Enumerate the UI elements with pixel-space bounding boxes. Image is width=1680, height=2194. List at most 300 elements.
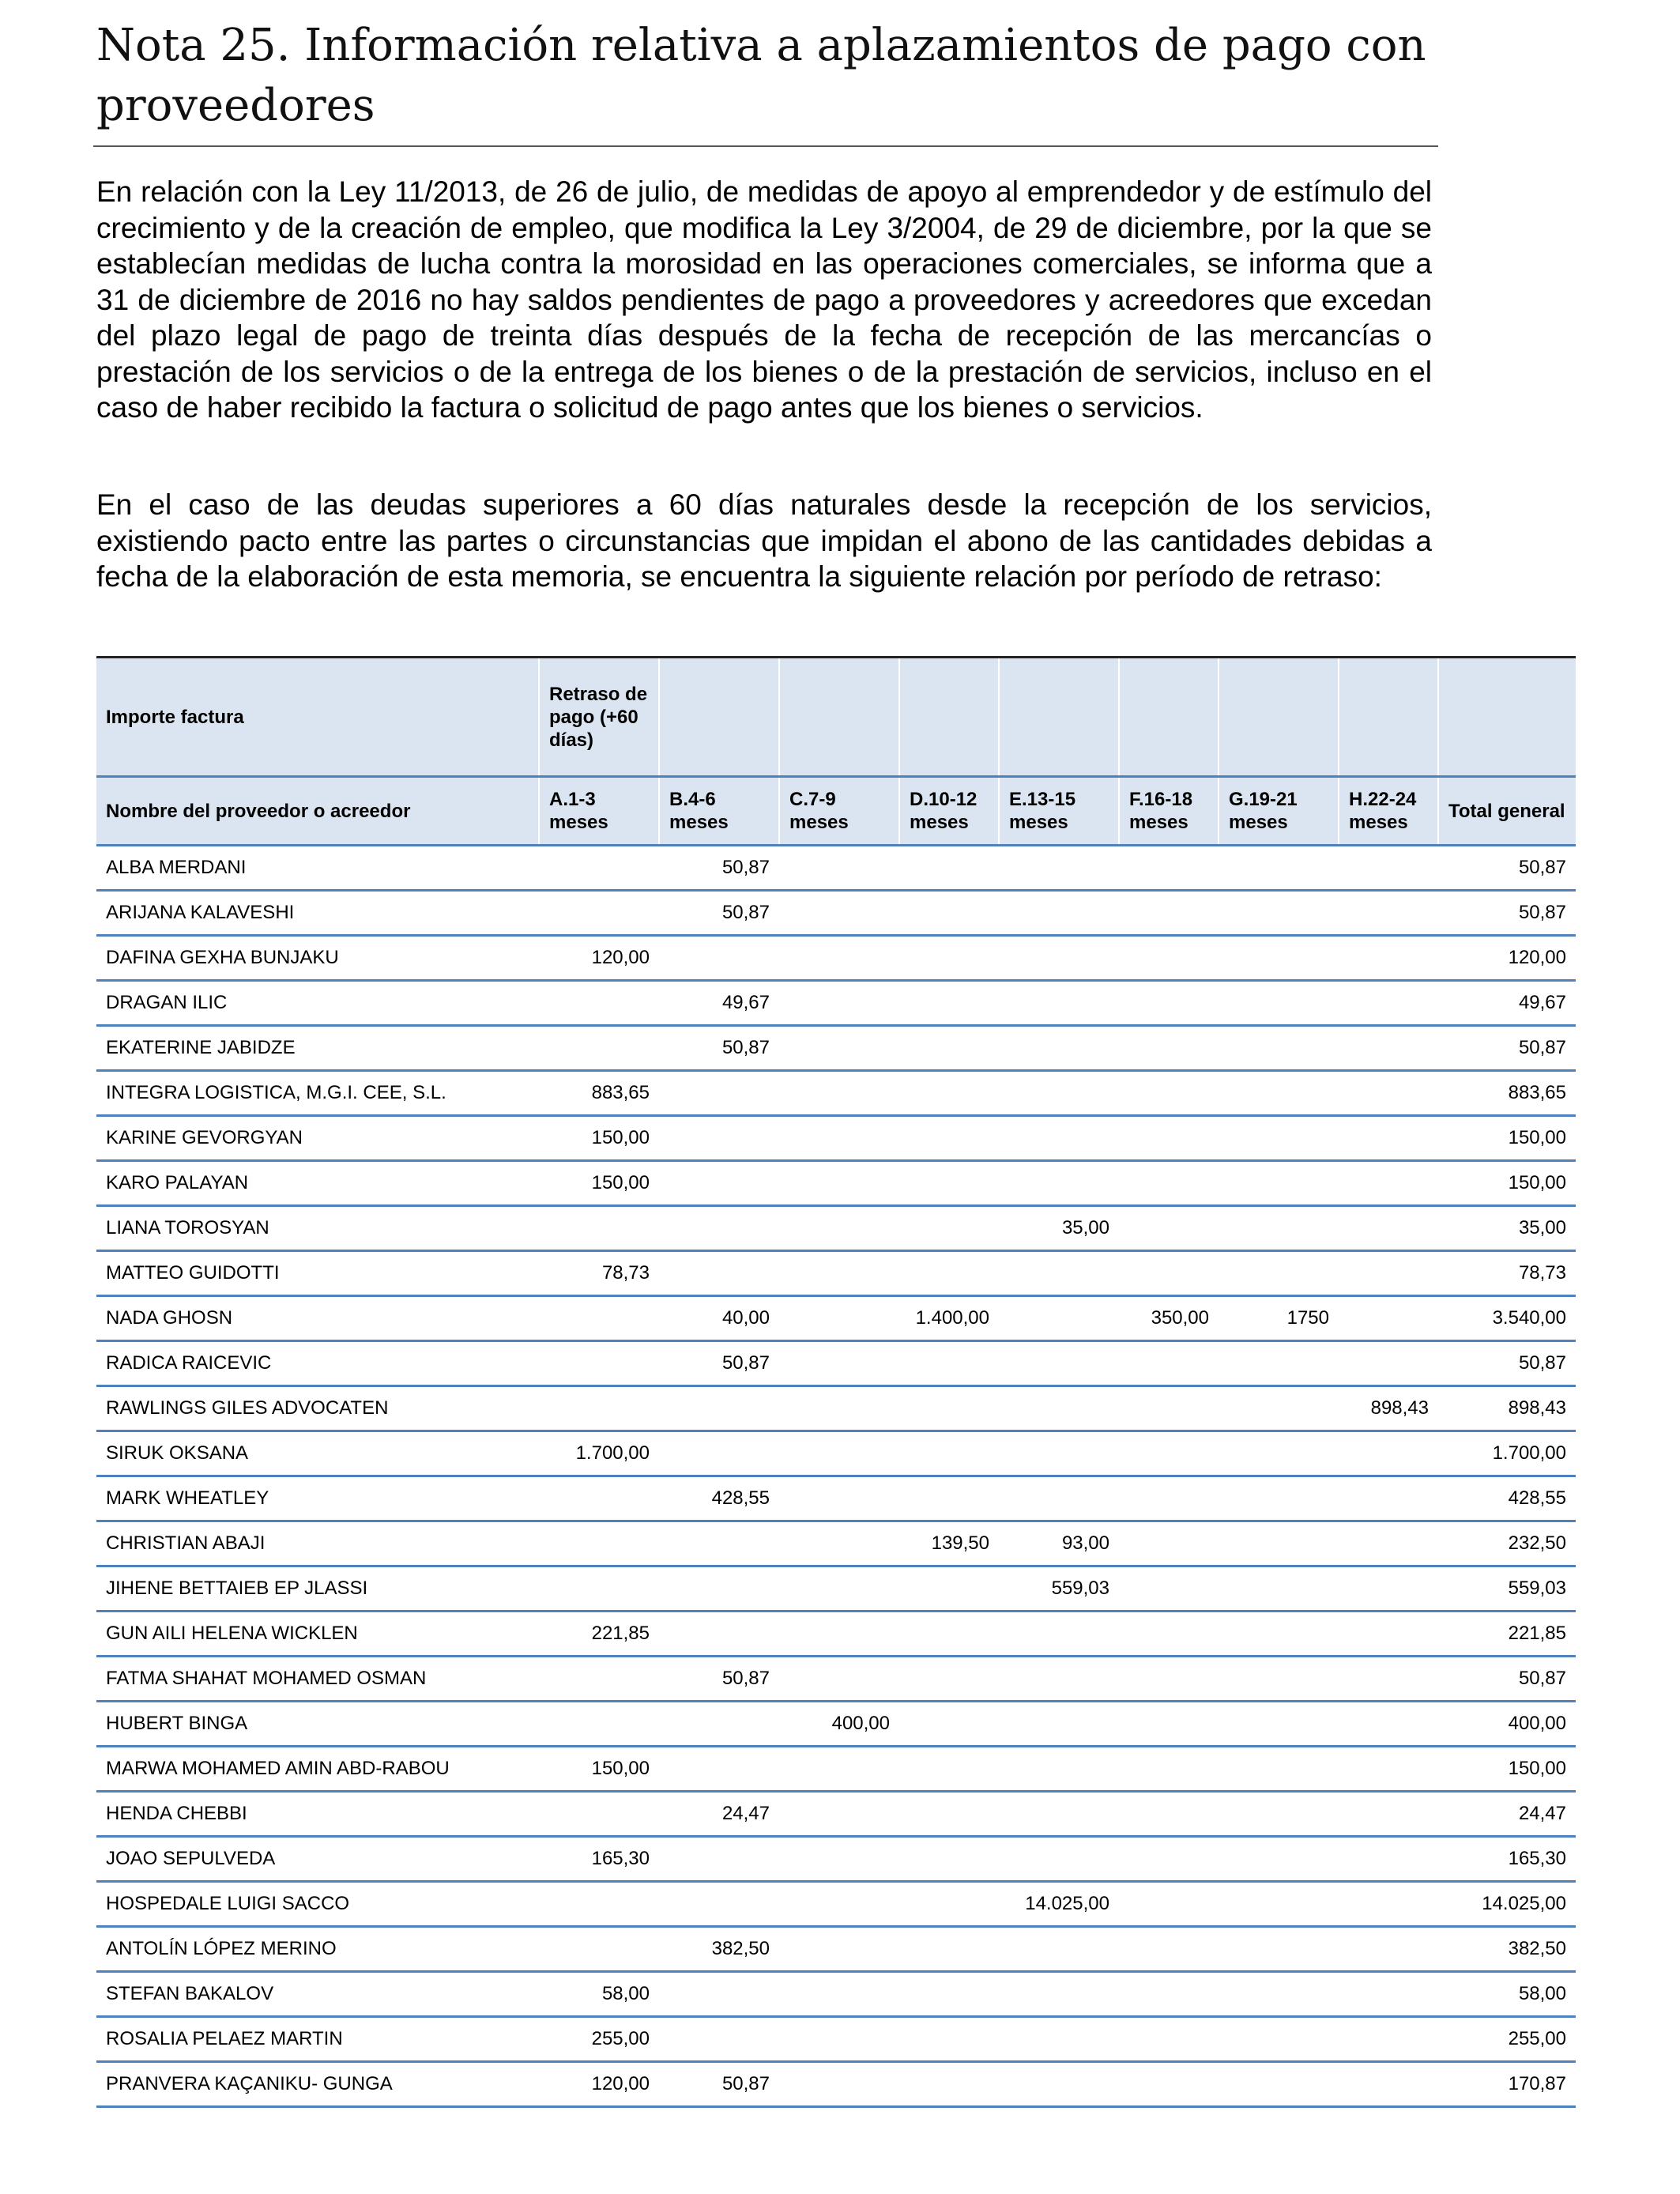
amount-cell: 14.025,00 [1438, 1882, 1576, 1927]
amount-cell: 50,87 [659, 1341, 779, 1386]
amount-cell: 898,43 [1339, 1386, 1438, 1431]
supplier-name-cell: RAWLINGS GILES ADVOCATEN [96, 1386, 539, 1431]
amount-cell [1119, 1341, 1219, 1386]
amount-cell [999, 846, 1119, 891]
amount-cell [899, 1747, 999, 1792]
amount-cell [659, 1882, 779, 1927]
amount-cell: 255,00 [1438, 2017, 1576, 2062]
amount-cell [1119, 1026, 1219, 1071]
amount-cell [999, 1476, 1119, 1521]
amount-cell [899, 1026, 999, 1071]
table-row [96, 1972, 1576, 2017]
amount-cell: 50,87 [659, 846, 779, 891]
table-row [96, 1116, 1576, 1161]
supplier-name-cell: MARK WHEATLEY [96, 1476, 539, 1521]
amount-cell [899, 1882, 999, 1927]
amount-cell [1119, 936, 1219, 981]
amount-cell: 883,65 [1438, 1071, 1576, 1116]
amount-cell [1119, 1206, 1219, 1251]
amount-cell [1219, 1341, 1339, 1386]
table-row [96, 1792, 1576, 1837]
amount-cell [1219, 1657, 1339, 1702]
amount-cell [899, 1566, 999, 1612]
amount-cell [1219, 1431, 1339, 1476]
amount-cell: 78,73 [539, 1251, 659, 1296]
amount-cell [779, 891, 899, 936]
amount-cell: 150,00 [539, 1116, 659, 1161]
amount-cell [1119, 1386, 1219, 1431]
amount-cell [1119, 2017, 1219, 2062]
amount-cell: 428,55 [659, 1476, 779, 1521]
amount-cell [899, 1071, 999, 1116]
table-row [96, 846, 1576, 891]
amount-cell: 50,87 [659, 2062, 779, 2107]
amount-cell [1339, 1657, 1438, 1702]
supplier-name-cell: ROSALIA PELAEZ MARTIN [96, 2017, 539, 2062]
amount-cell [1119, 1837, 1219, 1882]
amount-cell [659, 1702, 779, 1747]
amount-cell [539, 1296, 659, 1341]
amount-cell: 150,00 [539, 1161, 659, 1206]
amount-cell [539, 1341, 659, 1386]
supplier-name-cell: RADICA RAICEVIC [96, 1341, 539, 1386]
amount-cell [1119, 1927, 1219, 1972]
amount-cell [1339, 1702, 1438, 1747]
amount-cell: 139,50 [899, 1521, 999, 1566]
amount-cell [1219, 846, 1339, 891]
amount-cell [779, 1792, 899, 1837]
table-row [96, 1612, 1576, 1657]
amount-cell [779, 1161, 899, 1206]
amount-cell [1219, 981, 1339, 1026]
amount-cell [539, 1927, 659, 1972]
column-header: G.19-21 meses [1219, 777, 1339, 846]
amount-cell [999, 1657, 1119, 1702]
amount-cell [899, 1657, 999, 1702]
column-header: C.7-9 meses [779, 777, 899, 846]
supplier-name-cell: HENDA CHEBBI [96, 1792, 539, 1837]
amount-cell [1339, 1026, 1438, 1071]
column-header: F.16-18 meses [1119, 777, 1219, 846]
amount-cell: 93,00 [999, 1521, 1119, 1566]
amount-cell [779, 1972, 899, 2017]
amount-cell [1339, 1882, 1438, 1927]
amount-cell [1119, 1566, 1219, 1612]
header-importe-factura: Importe factura [96, 658, 539, 777]
amount-cell [1119, 1792, 1219, 1837]
amount-cell [539, 846, 659, 891]
amount-cell [999, 891, 1119, 936]
amount-cell [779, 1521, 899, 1566]
amount-cell [659, 1566, 779, 1612]
amount-cell [1219, 1161, 1339, 1206]
amount-cell [539, 1702, 659, 1747]
amount-cell [1339, 2062, 1438, 2107]
amount-cell [539, 1026, 659, 1071]
amount-cell [539, 1566, 659, 1612]
amount-cell [1339, 1116, 1438, 1161]
amount-cell: 1.400,00 [899, 1296, 999, 1341]
supplier-name-cell: KARO PALAYAN [96, 1161, 539, 1206]
amount-cell [1219, 1521, 1339, 1566]
payment-delay-table [96, 656, 1576, 2108]
amount-cell: 221,85 [539, 1612, 659, 1657]
amount-cell [1219, 1206, 1339, 1251]
amount-cell [899, 1702, 999, 1747]
amount-cell [1339, 1521, 1438, 1566]
amount-cell [1219, 891, 1339, 936]
amount-cell [779, 1341, 899, 1386]
amount-cell: 165,30 [539, 1837, 659, 1882]
amount-cell: 40,00 [659, 1296, 779, 1341]
amount-cell [659, 1161, 779, 1206]
amount-cell: 120,00 [1438, 936, 1576, 981]
amount-cell: 1.700,00 [1438, 1431, 1576, 1476]
amount-cell: 1.700,00 [539, 1431, 659, 1476]
column-header: H.22-24 meses [1339, 777, 1438, 846]
amount-cell: 400,00 [1438, 1702, 1576, 1747]
header-empty-cell [659, 658, 779, 777]
amount-cell [659, 936, 779, 981]
amount-cell [1219, 1747, 1339, 1792]
amount-cell [999, 1341, 1119, 1386]
amount-cell [1119, 846, 1219, 891]
amount-cell [899, 1792, 999, 1837]
amount-cell [659, 1521, 779, 1566]
amount-cell: 255,00 [539, 2017, 659, 2062]
amount-cell [1119, 1521, 1219, 1566]
amount-cell [659, 1431, 779, 1476]
header-empty-cell [1219, 658, 1339, 777]
amount-cell [779, 1431, 899, 1476]
amount-cell [1339, 1476, 1438, 1521]
supplier-name-cell: ARIJANA KALAVESHI [96, 891, 539, 936]
amount-cell [659, 1116, 779, 1161]
amount-cell [539, 891, 659, 936]
amount-cell [899, 1837, 999, 1882]
supplier-name-cell: SIRUK OKSANA [96, 1431, 539, 1476]
amount-cell [1339, 1566, 1438, 1612]
amount-cell [899, 846, 999, 891]
table-row [96, 1026, 1576, 1071]
amount-cell: 400,00 [779, 1702, 899, 1747]
amount-cell [999, 1837, 1119, 1882]
amount-cell [659, 1206, 779, 1251]
table-body [96, 846, 1576, 2107]
amount-cell [1119, 1431, 1219, 1476]
amount-cell [1219, 1702, 1339, 1747]
amount-cell [999, 1612, 1119, 1657]
amount-cell [539, 1476, 659, 1521]
amount-cell: 14.025,00 [999, 1882, 1119, 1927]
amount-cell: 559,03 [999, 1566, 1119, 1612]
amount-cell [999, 1161, 1119, 1206]
table-header-columns-row [96, 777, 1576, 846]
amount-cell [1339, 1747, 1438, 1792]
amount-cell [1119, 1882, 1219, 1927]
amount-cell [1119, 2062, 1219, 2107]
header-empty-cell [999, 658, 1119, 777]
amount-cell [1219, 1476, 1339, 1521]
amount-cell [899, 981, 999, 1026]
supplier-name-cell: JIHENE BETTAIEB EP JLASSI [96, 1566, 539, 1612]
amount-cell [779, 1837, 899, 1882]
amount-cell: 50,87 [1438, 846, 1576, 891]
header-empty-cell [1119, 658, 1219, 777]
table-row [96, 1702, 1576, 1747]
supplier-name-cell: DRAGAN ILIC [96, 981, 539, 1026]
amount-cell: 58,00 [539, 1972, 659, 2017]
amount-cell: 150,00 [1438, 1747, 1576, 1792]
amount-cell [1339, 936, 1438, 981]
amount-cell: 883,65 [539, 1071, 659, 1116]
amount-cell [779, 1206, 899, 1251]
amount-cell: 3.540,00 [1438, 1296, 1576, 1341]
amount-cell [1219, 1386, 1339, 1431]
amount-cell [999, 1386, 1119, 1431]
amount-cell [999, 981, 1119, 1026]
amount-cell [1119, 981, 1219, 1026]
table-row [96, 1296, 1576, 1341]
supplier-name-cell: DAFINA GEXHA BUNJAKU [96, 936, 539, 981]
supplier-name-cell: GUN AILI HELENA WICKLEN [96, 1612, 539, 1657]
table-row [96, 1251, 1576, 1296]
amount-cell [1119, 1972, 1219, 2017]
amount-cell [1339, 1296, 1438, 1341]
header-empty-cell [1339, 658, 1438, 777]
amount-cell: 898,43 [1438, 1386, 1576, 1431]
amount-cell [539, 1386, 659, 1431]
amount-cell [1119, 1702, 1219, 1747]
table-row [96, 1476, 1576, 1521]
amount-cell: 559,03 [1438, 1566, 1576, 1612]
amount-cell [779, 1116, 899, 1161]
amount-cell [899, 891, 999, 936]
amount-cell [779, 846, 899, 891]
table-row [96, 1657, 1576, 1702]
amount-cell [779, 1026, 899, 1071]
amount-cell [659, 1251, 779, 1296]
amount-cell [899, 1927, 999, 1972]
table-row [96, 936, 1576, 981]
supplier-name-cell: JOAO SEPULVEDA [96, 1837, 539, 1882]
amount-cell [999, 1071, 1119, 1116]
amount-cell: 50,87 [659, 1657, 779, 1702]
amount-cell: 50,87 [659, 1026, 779, 1071]
amount-cell [779, 1927, 899, 1972]
amount-cell [1219, 1251, 1339, 1296]
amount-cell [1339, 1972, 1438, 2017]
amount-cell [899, 1386, 999, 1431]
amount-cell: 150,00 [539, 1747, 659, 1792]
supplier-name-cell: ALBA MERDANI [96, 846, 539, 891]
amount-cell [899, 2017, 999, 2062]
amount-cell: 50,87 [1438, 1026, 1576, 1071]
table-row [96, 2062, 1576, 2107]
table-header-top-row [96, 658, 1576, 777]
table-row [96, 1161, 1576, 1206]
column-header: E.13-15 meses [999, 777, 1119, 846]
amount-cell [999, 1296, 1119, 1341]
amount-cell: 120,00 [539, 2062, 659, 2107]
amount-cell [1339, 1251, 1438, 1296]
amount-cell [1219, 2062, 1339, 2107]
amount-cell [779, 1566, 899, 1612]
table-row [96, 1431, 1576, 1476]
amount-cell [1219, 2017, 1339, 2062]
amount-cell [659, 1747, 779, 1792]
supplier-name-cell: FATMA SHAHAT MOHAMED OSMAN [96, 1657, 539, 1702]
table-row [96, 1071, 1576, 1116]
amount-cell [659, 1612, 779, 1657]
amount-cell [539, 1882, 659, 1927]
column-header: Total general [1438, 777, 1576, 846]
amount-cell [779, 981, 899, 1026]
amount-cell [1339, 1612, 1438, 1657]
table-row [96, 891, 1576, 936]
amount-cell: 221,85 [1438, 1612, 1576, 1657]
amount-cell [1119, 1161, 1219, 1206]
amount-cell [999, 1116, 1119, 1161]
supplier-name-cell: PRANVERA KAÇANIKU- GUNGA [96, 2062, 539, 2107]
header-empty-cell [1438, 658, 1576, 777]
amount-cell: 58,00 [1438, 1972, 1576, 2017]
header-empty-cell [779, 658, 899, 777]
supplier-name-cell: STEFAN BAKALOV [96, 1972, 539, 2017]
amount-cell [899, 1476, 999, 1521]
header-retraso-de-pago: Retraso de pago (+60 días) [539, 658, 659, 777]
table-row [96, 2017, 1576, 2062]
amount-cell [1219, 936, 1339, 981]
supplier-name-cell: MARWA MOHAMED AMIN ABD-RABOU [96, 1747, 539, 1792]
amount-cell [1219, 1972, 1339, 2017]
amount-cell [1119, 1657, 1219, 1702]
supplier-name-cell: EKATERINE JABIDZE [96, 1026, 539, 1071]
amount-cell: 24,47 [659, 1792, 779, 1837]
amount-cell [999, 1927, 1119, 1972]
amount-cell [1339, 1071, 1438, 1116]
amount-cell [779, 2062, 899, 2107]
table-row [96, 1566, 1576, 1612]
amount-cell [1339, 846, 1438, 891]
amount-cell [779, 936, 899, 981]
table-row [96, 981, 1576, 1026]
amount-cell [999, 1747, 1119, 1792]
supplier-name-cell: ANTOLÍN LÓPEZ MERINO [96, 1927, 539, 1972]
amount-cell [779, 2017, 899, 2062]
table-row [96, 1341, 1576, 1386]
amount-cell [1339, 1927, 1438, 1972]
amount-cell [779, 1657, 899, 1702]
amount-cell [1119, 1251, 1219, 1296]
amount-cell [999, 2017, 1119, 2062]
amount-cell [1119, 1747, 1219, 1792]
amount-cell [1119, 1612, 1219, 1657]
amount-cell: 232,50 [1438, 1521, 1576, 1566]
table-row [96, 1521, 1576, 1566]
amount-cell [1339, 1837, 1438, 1882]
delay-paragraph: En el caso de las deudas superiores a 60 días naturales desde la recepción de los servicios, existiendo pacto entre las partes o circunstancias que impidan el abono de las cantidades debidas a fecha de la elaboración de esta memoria, se encuentra la siguiente relación por período de retraso: [96, 488, 1432, 593]
supplier-name-cell: MATTEO GUIDOTTI [96, 1251, 539, 1296]
amount-cell [1219, 1882, 1339, 1927]
amount-cell: 150,00 [1438, 1161, 1576, 1206]
amount-cell [1339, 1161, 1438, 1206]
column-header: Nombre del proveedor o acreedor [96, 777, 539, 846]
amount-cell [999, 1026, 1119, 1071]
amount-cell [659, 1071, 779, 1116]
amount-cell [999, 1702, 1119, 1747]
amount-cell [539, 981, 659, 1026]
amount-cell: 50,87 [659, 891, 779, 936]
amount-cell [999, 1431, 1119, 1476]
amount-cell: 50,87 [1438, 891, 1576, 936]
amount-cell: 50,87 [1438, 1341, 1576, 1386]
intro-paragraph: En relación con la Ley 11/2013, de 26 de julio, de medidas de apoyo al emprendedor y de estímulo del crecimiento y de la creación de empleo, que modifica la Ley 3/2004, de 29 de diciembre, por la que se establecían medidas de lucha contra la morosidad en las operaciones comerciales, se informa que a 31 de diciembre de 2016 no hay saldos pendientes de pago a proveedores y acreedores que excedan del plazo legal de pago de treinta días después de la fecha de recepción de las mercancías o prestación de los servicios o de la entrega de los bienes o de la prestación de servicios, incluso en el caso de haber recibido la factura o solicitud de pago antes que los bienes o servicios. [96, 175, 1432, 424]
amount-cell [999, 1792, 1119, 1837]
amount-cell: 50,87 [1438, 1657, 1576, 1702]
amount-cell [539, 1657, 659, 1702]
supplier-name-cell: HOSPEDALE LUIGI SACCO [96, 1882, 539, 1927]
amount-cell [659, 1386, 779, 1431]
amount-cell [1219, 1837, 1339, 1882]
amount-cell [1119, 1476, 1219, 1521]
column-header: A.1-3 meses [539, 777, 659, 846]
amount-cell [539, 1206, 659, 1251]
amount-cell [1219, 1116, 1339, 1161]
amount-cell: 165,30 [1438, 1837, 1576, 1882]
title-divider [93, 145, 1438, 147]
amount-cell: 350,00 [1119, 1296, 1219, 1341]
amount-cell [1119, 891, 1219, 936]
amount-cell [779, 1296, 899, 1341]
amount-cell [539, 1521, 659, 1566]
amount-cell [899, 936, 999, 981]
amount-cell: 382,50 [659, 1927, 779, 1972]
amount-cell [999, 1972, 1119, 2017]
amount-cell [999, 2062, 1119, 2107]
amount-cell: 49,67 [659, 981, 779, 1026]
page-title: Nota 25. Información relativa a aplazamientos de pago con proveedores [96, 20, 1426, 131]
amount-cell [899, 2062, 999, 2107]
supplier-name-cell: LIANA TOROSYAN [96, 1206, 539, 1251]
amount-cell [899, 1116, 999, 1161]
table-row [96, 1882, 1576, 1927]
amount-cell [1339, 1431, 1438, 1476]
amount-cell: 78,73 [1438, 1251, 1576, 1296]
amount-cell [999, 936, 1119, 981]
supplier-name-cell: KARINE GEVORGYAN [96, 1116, 539, 1161]
amount-cell: 24,47 [1438, 1792, 1576, 1837]
amount-cell: 150,00 [1438, 1116, 1576, 1161]
supplier-name-cell: CHRISTIAN ABAJI [96, 1521, 539, 1566]
amount-cell [1339, 891, 1438, 936]
amount-cell [1339, 981, 1438, 1026]
amount-cell [1219, 1566, 1339, 1612]
amount-cell [899, 1431, 999, 1476]
amount-cell [899, 1612, 999, 1657]
amount-cell [899, 1972, 999, 2017]
payment-delay-table-container [96, 656, 1576, 2108]
amount-cell: 428,55 [1438, 1476, 1576, 1521]
amount-cell [1219, 1792, 1339, 1837]
amount-cell [659, 1837, 779, 1882]
amount-cell [1219, 1071, 1339, 1116]
table-row [96, 1927, 1576, 1972]
amount-cell: 170,87 [1438, 2062, 1576, 2107]
amount-cell [1219, 1026, 1339, 1071]
amount-cell [899, 1251, 999, 1296]
amount-cell [1339, 1341, 1438, 1386]
